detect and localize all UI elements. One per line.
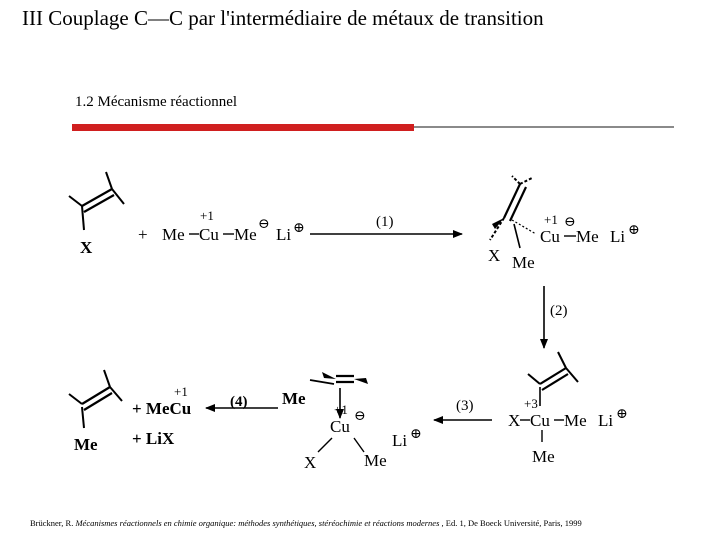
- cuprate-li: Li: [276, 225, 292, 244]
- cu-iii-me-right: Me: [564, 411, 587, 430]
- complex-plus-charge: ⊕: [410, 427, 422, 442]
- product-lix: + LiX: [132, 429, 175, 448]
- pi-complex-oxidation-state: +1: [544, 212, 558, 227]
- cuprate-plus-charge: ⊕: [293, 221, 305, 236]
- step-4-label: (4): [230, 394, 248, 410]
- pi-complex-minus-charge: ⊖: [564, 215, 576, 230]
- plus-sign: +: [138, 225, 148, 244]
- section-subtitle: 1.2 Mécanisme réactionnel: [75, 94, 238, 110]
- reaction-scheme-svg: [42, 140, 668, 512]
- cu-iii-me-below: Me: [532, 447, 555, 466]
- complex-me: Me: [364, 451, 387, 470]
- cu-iii-plus-charge: ⊕: [616, 407, 628, 422]
- citation-author: Brückner, R.: [30, 518, 76, 528]
- pi-complex-me-right: Me: [576, 227, 599, 246]
- complex-cu: Cu: [330, 417, 350, 436]
- cuprate-me-right: Me: [234, 225, 257, 244]
- citation-details: , Ed. 1, De Boeck Université, Paris, 1999: [439, 518, 582, 528]
- complex-me-top: Me: [282, 389, 306, 408]
- complex-oxidation-state: +1: [334, 402, 348, 417]
- vinyl-halide-reactant: [69, 172, 124, 257]
- x-label: X: [80, 238, 93, 257]
- cu-iii-li: Li: [598, 411, 614, 430]
- reaction-scheme: [42, 140, 668, 512]
- step-2-label: (2): [550, 303, 568, 319]
- complex-minus-charge: ⊖: [354, 409, 366, 424]
- slide-title: III Couplage C—C par l'intermédiaire de métaux de transition: [22, 6, 544, 30]
- pi-complex-cu: Cu: [540, 227, 560, 246]
- cuprate-reagent: [162, 208, 305, 244]
- product-mecu-oxidation-state: +1: [174, 384, 188, 399]
- step-3-label: (3): [456, 398, 474, 414]
- pi-complex-x: X: [488, 246, 501, 265]
- complex-x: X: [304, 453, 317, 472]
- post-elimination-complex: [282, 372, 422, 472]
- reference-citation: [30, 518, 582, 528]
- cu-iii-x: X: [508, 411, 521, 430]
- cu-iii-intermediate: [508, 352, 628, 466]
- cu-iii-cu: Cu: [530, 411, 550, 430]
- pi-complex: [488, 176, 640, 272]
- citation-work: Mécanismes réactionnels en chimie organique: méthodes synthétiques, stéréochimie et réactions modernes: [75, 518, 440, 528]
- step-1-label: (1): [376, 214, 394, 230]
- pi-complex-me-below: Me: [512, 253, 535, 272]
- accent-rule: [72, 124, 414, 131]
- product-me: Me: [74, 435, 98, 454]
- cuprate-me-left: Me: [162, 225, 185, 244]
- complex-li: Li: [392, 431, 408, 450]
- cuprate-oxidation-state: +1: [200, 208, 214, 223]
- divider-rule: [414, 126, 674, 128]
- product-mecu: + MeCu: [132, 399, 192, 418]
- pi-complex-plus-charge: ⊕: [628, 223, 640, 238]
- cuprate-cu: Cu: [199, 225, 219, 244]
- pi-complex-li: Li: [610, 227, 626, 246]
- cu-iii-oxidation-state: +3: [524, 396, 538, 411]
- cuprate-minus-charge: ⊖: [258, 217, 270, 232]
- coupling-products: [69, 370, 191, 454]
